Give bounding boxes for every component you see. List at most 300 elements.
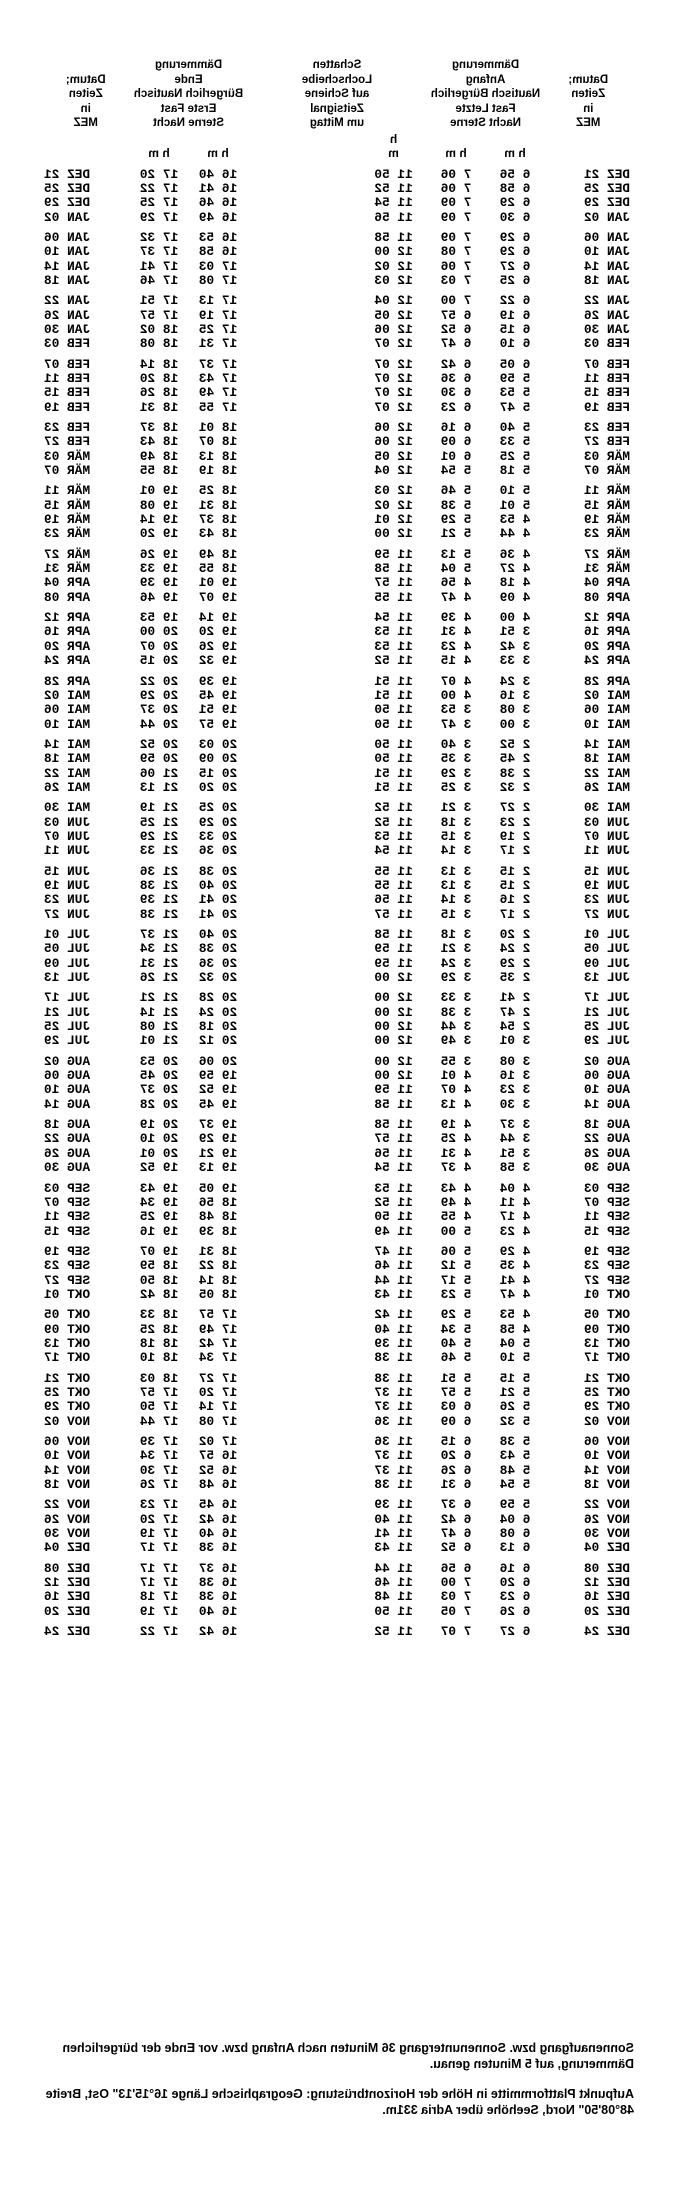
nautical-dawn-cell: 2 16: [499, 892, 531, 908]
table-row: [42, 816, 632, 830]
nautical-dusk-cell: 17 19: [139, 1526, 179, 1542]
civil-dusk-cell: 19 32: [198, 653, 238, 669]
civil-dawn-cell: 7 05: [440, 1603, 472, 1619]
table-row: [42, 1020, 632, 1034]
table-row: [42, 1619, 632, 1639]
date-right-cell: DEZ 12: [44, 1575, 91, 1591]
civil-dawn-cell: 7 09: [440, 209, 472, 225]
civil-dusk-cell: 17 49: [198, 1321, 238, 1337]
nautical-dusk-cell: 18 42: [139, 1286, 179, 1302]
civil-dawn-cell: 5 46: [440, 483, 472, 499]
civil-dusk-cell: 17 42: [198, 1335, 238, 1351]
shadow-noon-cell: 11 52: [374, 180, 413, 196]
nautical-dawn-cell: 3 16: [499, 1068, 531, 1084]
footnotes: [38, 2040, 634, 2132]
date-right-cell: JAN 14: [44, 258, 91, 274]
date-left-cell: APR 28: [583, 673, 630, 689]
date-left-cell: JAN 06: [583, 229, 630, 245]
date-right-cell: OKT 01: [44, 1286, 91, 1302]
date-group: [42, 1049, 632, 1112]
table-row: [42, 752, 632, 766]
nautical-dusk-cell: 18 33: [139, 1307, 179, 1323]
civil-dusk-cell: 16 37: [198, 1560, 238, 1576]
nautical-dawn-cell: 4 35: [499, 1258, 531, 1274]
table-row: [42, 669, 632, 689]
table-row: [42, 1337, 632, 1351]
date-right-cell: DEZ 24: [44, 1624, 91, 1640]
date-right-cell: JUN 03: [44, 814, 91, 830]
shadow-noon-cell: 12 00: [374, 1004, 413, 1020]
date-right-cell: MAI 18: [44, 751, 91, 767]
date-right-cell: JAN 26: [44, 307, 91, 323]
nautical-dusk-cell: 20 45: [139, 1068, 179, 1084]
civil-dusk-cell: 20 40: [198, 927, 238, 942]
nautical-dusk-cell: 18 14: [139, 356, 179, 372]
shadow-noon-cell: 12 03: [374, 272, 413, 288]
civil-dawn-cell: 4 13: [440, 1096, 472, 1112]
table-row: [42, 1513, 632, 1527]
civil-dusk-cell: 19 26: [198, 638, 238, 654]
date-right-cell: MAI 26: [44, 779, 91, 795]
table-row: [42, 1429, 632, 1449]
shadow-noon-cell: 11 37: [374, 1448, 413, 1464]
civil-dawn-cell: 7 00: [440, 1575, 472, 1591]
date-left-cell: AUG 06: [583, 1068, 630, 1084]
civil-dusk-cell: 20 24: [198, 1004, 238, 1020]
shadow-noon-cell: 11 51: [374, 687, 413, 703]
table-row: [42, 1006, 632, 1020]
civil-dusk-cell: 17 49: [198, 385, 238, 401]
civil-dusk-cell: 17 08: [198, 272, 238, 288]
date-left-cell: MÄR 23: [583, 526, 630, 542]
civil-dusk-cell: 20 29: [198, 814, 238, 830]
civil-dawn-cell: 3 15: [440, 828, 472, 844]
table-row: [42, 879, 632, 893]
header-date-left: Datum; Zeiten in MEZ: [568, 73, 609, 129]
date-right-cell: DEZ 21: [44, 166, 91, 182]
civil-dawn-cell: 5 51: [440, 1370, 472, 1386]
date-left-cell: MÄR 31: [583, 561, 630, 577]
date-right-cell: APR 20: [44, 638, 91, 654]
nautical-dusk-cell: 21 39: [139, 892, 179, 908]
civil-dusk-cell: 17 08: [198, 1413, 238, 1429]
date-right-cell: JUL 21: [44, 1004, 91, 1020]
civil-dawn-cell: 3 47: [440, 716, 472, 732]
nautical-dawn-cell: 2 27: [499, 800, 531, 816]
shadow-noon-cell: 11 36: [374, 1434, 413, 1449]
date-left-cell: OKT 17: [583, 1350, 630, 1366]
shadow-noon-cell: 12 07: [374, 336, 413, 352]
nautical-dawn-cell: 4 04: [499, 1180, 531, 1196]
date-group: [42, 415, 632, 478]
civil-dawn-cell: 4 25: [440, 1131, 472, 1147]
nautical-dusk-cell: 17 25: [139, 195, 179, 211]
nautical-dawn-cell: 6 25: [499, 272, 531, 288]
civil-dawn-cell: 7 07: [440, 1624, 472, 1640]
civil-dusk-cell: 17 14: [198, 1399, 238, 1415]
nautical-dawn-cell: 4 17: [499, 1209, 531, 1225]
nautical-dawn-cell: 5 32: [499, 1413, 531, 1429]
civil-dawn-cell: 3 13: [440, 863, 472, 879]
civil-dawn-cell: 6 23: [440, 399, 472, 415]
civil-dusk-cell: 19 29: [198, 1131, 238, 1147]
nautical-dusk-cell: 20 15: [139, 653, 179, 669]
nautical-dusk-cell: 17 32: [139, 229, 179, 245]
nautical-dusk-cell: 19 53: [139, 610, 179, 626]
table-row: [42, 386, 632, 400]
date-left-cell: JUL 05: [583, 941, 630, 957]
table-row: [42, 625, 632, 639]
civil-dusk-cell: 20 03: [198, 736, 238, 752]
date-left-cell: MÄR 03: [583, 448, 630, 464]
nautical-dawn-cell: 6 58: [499, 180, 531, 196]
nautical-dusk-cell: 19 34: [139, 1194, 179, 1210]
date-left-cell: JAN 22: [583, 293, 630, 309]
date-group: [42, 1429, 632, 1492]
nautical-dusk-cell: 18 26: [139, 385, 179, 401]
civil-dawn-cell: 4 37: [440, 1160, 472, 1176]
civil-dusk-cell: 16 38: [198, 1575, 238, 1591]
date-group: [42, 1556, 632, 1619]
nautical-dawn-cell: 3 08: [499, 702, 531, 718]
civil-dawn-cell: 6 09: [440, 434, 472, 450]
date-left-cell: MAI 22: [583, 765, 630, 781]
nautical-dawn-cell: 2 24: [499, 941, 531, 957]
table-row: [42, 859, 632, 879]
nautical-dawn-cell: 5 33: [499, 434, 531, 450]
table-row: [42, 1161, 632, 1175]
date-left-cell: OKT 21: [583, 1370, 630, 1386]
date-left-cell: MAI 10: [583, 716, 630, 732]
nautical-dusk-cell: 21 34: [139, 941, 179, 957]
date-right-cell: FEB 23: [44, 420, 91, 435]
shadow-noon-cell: 12 05: [374, 448, 413, 464]
table-row: [42, 1541, 632, 1555]
civil-dusk-cell: 17 19: [198, 307, 238, 323]
nautical-dusk-cell: 17 39: [139, 1434, 179, 1449]
unit-cell: h m: [207, 145, 229, 160]
civil-dawn-cell: 4 31: [440, 624, 472, 640]
table-row: [42, 767, 632, 781]
table-row: [42, 1556, 632, 1576]
date-group: [42, 1112, 632, 1175]
nautical-dusk-cell: 18 20: [139, 370, 179, 386]
table-row: [42, 922, 632, 942]
shadow-noon-cell: 11 50: [374, 751, 413, 767]
header-date-right: Datum; Zeiten in MEZ: [65, 73, 106, 129]
date-right-cell: JUL 29: [44, 1033, 91, 1049]
civil-dusk-cell: 19 21: [198, 1145, 238, 1161]
civil-dusk-cell: 16 40: [198, 1526, 238, 1542]
date-left-cell: NOV 14: [583, 1462, 630, 1478]
civil-dawn-cell: 5 46: [440, 1350, 472, 1366]
table-row: [42, 1449, 632, 1463]
civil-dusk-cell: 16 42: [198, 1624, 238, 1640]
date-right-cell: JAN 22: [44, 293, 91, 309]
nautical-dusk-cell: 19 26: [139, 546, 179, 562]
shadow-noon-cell: 12 05: [374, 307, 413, 323]
nautical-dusk-cell: 20 52: [139, 736, 179, 752]
shadow-noon-cell: 11 59: [374, 1082, 413, 1098]
shadow-noon-cell: 11 52: [374, 653, 413, 669]
nautical-dawn-cell: 2 20: [499, 927, 531, 942]
nautical-dusk-cell: 20 44: [139, 716, 179, 732]
nautical-dusk-cell: 17 17: [139, 1560, 179, 1576]
nautical-dawn-cell: 2 17: [499, 843, 531, 859]
nautical-dusk-cell: 20 19: [139, 1117, 179, 1133]
shadow-noon-cell: 12 06: [374, 420, 413, 435]
table-row: [42, 542, 632, 562]
date-left-cell: JAN 18: [583, 272, 630, 288]
date-left-cell: MAI 06: [583, 702, 630, 718]
nautical-dusk-cell: 20 59: [139, 751, 179, 767]
date-left-cell: SEP 03: [583, 1180, 630, 1196]
date-group: [42, 1619, 632, 1639]
shadow-noon-cell: 11 40: [374, 1321, 413, 1337]
header-shadow-signal: Schatten Lochscheibe auf Schiene Zeitsignal um Mittag: [301, 59, 373, 129]
civil-dawn-cell: 6 52: [440, 321, 472, 337]
civil-dusk-cell: 20 41: [198, 906, 238, 922]
civil-dawn-cell: 3 14: [440, 843, 472, 859]
civil-dawn-cell: 5 29: [440, 1307, 472, 1323]
date-right-cell: MÄR 23: [44, 526, 91, 542]
date-right-cell: APR 16: [44, 624, 91, 640]
date-right-cell: JUL 13: [44, 970, 91, 986]
civil-dawn-cell: 7 06: [440, 166, 472, 182]
civil-dusk-cell: 19 45: [198, 687, 238, 703]
civil-dawn-cell: 3 49: [440, 1033, 472, 1049]
shadow-noon-cell: 12 04: [374, 293, 413, 309]
nautical-dawn-cell: 5 59: [499, 1497, 531, 1513]
date-left-cell: JAN 02: [583, 209, 630, 225]
unit-cell: h m: [445, 145, 467, 160]
nautical-dusk-cell: 17 22: [139, 180, 179, 196]
date-left-cell: FEB 15: [583, 385, 630, 401]
civil-dawn-cell: 5 29: [440, 512, 472, 528]
shadow-noon-cell: 11 42: [374, 1307, 413, 1323]
table-row: [42, 1034, 632, 1048]
civil-dawn-cell: 5 13: [440, 546, 472, 562]
date-right-cell: AUG 26: [44, 1145, 91, 1161]
date-left-cell: APR 04: [583, 575, 630, 591]
civil-dawn-cell: 4 23: [440, 638, 472, 654]
date-left-cell: DEZ 21: [583, 166, 630, 182]
civil-dawn-cell: 3 18: [440, 814, 472, 830]
shadow-noon-cell: 11 58: [374, 1096, 413, 1112]
date-left-cell: NOV 18: [583, 1477, 630, 1493]
nautical-dawn-cell: 2 23: [499, 814, 531, 830]
civil-dawn-cell: 4 07: [440, 1082, 472, 1098]
date-right-cell: JUN 15: [44, 863, 91, 879]
shadow-noon-cell: 11 54: [374, 843, 413, 859]
shadow-noon-cell: 11 57: [374, 906, 413, 922]
table-row: [42, 513, 632, 527]
table-row: [42, 401, 632, 415]
civil-dusk-cell: 18 31: [198, 1243, 238, 1259]
civil-dusk-cell: 16 45: [198, 1497, 238, 1513]
civil-dusk-cell: 16 38: [198, 1589, 238, 1605]
table-row: [42, 640, 632, 654]
date-right-cell: AUG 30: [44, 1160, 91, 1176]
date-left-cell: DEZ 16: [583, 1589, 630, 1605]
table-row: [42, 196, 632, 210]
nautical-dawn-cell: 6 19: [499, 307, 531, 323]
date-left-cell: DEZ 04: [583, 1540, 630, 1556]
nautical-dawn-cell: 5 04: [499, 1335, 531, 1351]
nautical-dawn-cell: 6 16: [499, 1560, 531, 1576]
civil-dusk-cell: 19 14: [198, 610, 238, 626]
nautical-dawn-cell: 3 58: [499, 1160, 531, 1176]
nautical-dusk-cell: 17 17: [139, 1540, 179, 1556]
twilight-table: [42, 58, 632, 1639]
civil-dawn-cell: 5 21: [440, 526, 472, 542]
date-left-cell: NOV 10: [583, 1448, 630, 1464]
date-right-cell: NOV 10: [44, 1448, 91, 1464]
civil-dusk-cell: 19 37: [198, 1117, 238, 1133]
date-left-cell: APR 16: [583, 624, 630, 640]
date-group: [42, 162, 632, 225]
date-group: [42, 542, 632, 605]
shadow-noon-cell: 12 07: [374, 399, 413, 415]
shadow-noon-cell: 11 58: [374, 1117, 413, 1133]
date-left-cell: FEB 11: [583, 370, 630, 386]
date-left-cell: JUL 17: [583, 990, 630, 1006]
nautical-dusk-cell: 18 10: [139, 1350, 179, 1366]
nautical-dawn-cell: 6 29: [499, 195, 531, 211]
date-left-cell: MÄR 19: [583, 512, 630, 528]
civil-dusk-cell: 18 43: [198, 526, 238, 542]
shadow-noon-cell: 12 02: [374, 258, 413, 274]
civil-dawn-cell: 6 52: [440, 1540, 472, 1556]
nautical-dusk-cell: 18 59: [139, 1258, 179, 1274]
shadow-noon-cell: 12 07: [374, 370, 413, 386]
table-row: [42, 225, 632, 245]
table-row: [42, 654, 632, 668]
date-right-cell: MAI 10: [44, 716, 91, 732]
civil-dusk-cell: 20 40: [198, 877, 238, 893]
nautical-dusk-cell: 21 38: [139, 877, 179, 893]
nautical-dusk-cell: 21 29: [139, 828, 179, 844]
nautical-dawn-cell: 3 30: [499, 1096, 531, 1112]
date-right-cell: JUL 17: [44, 990, 91, 1006]
shadow-noon-cell: 11 47: [374, 1243, 413, 1259]
nautical-dawn-cell: 5 47: [499, 399, 531, 415]
civil-dawn-cell: 4 55: [440, 1209, 472, 1225]
date-right-cell: JUN 23: [44, 892, 91, 908]
date-right-cell: DEZ 29: [44, 195, 91, 211]
shadow-noon-cell: 11 52: [374, 814, 413, 830]
shadow-noon-cell: 11 57: [374, 575, 413, 591]
civil-dusk-cell: 16 41: [198, 180, 238, 196]
table-row: [42, 478, 632, 498]
nautical-dawn-cell: 3 01: [499, 1033, 531, 1049]
shadow-noon-cell: 11 39: [374, 1335, 413, 1351]
shadow-noon-cell: 12 03: [374, 483, 413, 499]
civil-dusk-cell: 16 38: [198, 1540, 238, 1556]
date-right-cell: AUG 02: [44, 1053, 91, 1069]
nautical-dawn-cell: 3 42: [499, 638, 531, 654]
nautical-dawn-cell: 4 11: [499, 1194, 531, 1210]
civil-dawn-cell: 4 56: [440, 575, 472, 591]
civil-dawn-cell: 6 01: [440, 448, 472, 464]
table-row: [42, 732, 632, 752]
civil-dusk-cell: 17 55: [198, 399, 238, 415]
shadow-noon-cell: 12 06: [374, 321, 413, 337]
nautical-dusk-cell: 17 17: [139, 1575, 179, 1591]
nautical-dusk-cell: 20 37: [139, 702, 179, 718]
nautical-dusk-cell: 21 38: [139, 906, 179, 922]
date-left-cell: JAN 30: [583, 321, 630, 337]
nautical-dawn-cell: 5 54: [499, 1477, 531, 1493]
shadow-noon-cell: 11 49: [374, 1223, 413, 1239]
table-row: [42, 985, 632, 1005]
table-row: [42, 1492, 632, 1512]
shadow-noon-cell: 11 58: [374, 229, 413, 245]
footnote-sunrise: Sonnenaufgang bzw. Sonnenuntergang 36 Minuten nach Anfang bzw. vor Ende der bürgerlichen Dämmerung, auf 5 Minuten genau.: [62, 2041, 634, 2071]
date-right-cell: OKT 21: [44, 1370, 91, 1386]
nautical-dusk-cell: 19 14: [139, 512, 179, 528]
nautical-dawn-cell: 3 37: [499, 1117, 531, 1133]
civil-dusk-cell: 17 20: [198, 1384, 238, 1400]
shadow-noon-cell: 11 51: [374, 765, 413, 781]
civil-dusk-cell: 16 53: [198, 229, 238, 245]
table-row: [42, 499, 632, 513]
civil-dawn-cell: 3 14: [440, 892, 472, 908]
civil-dawn-cell: 6 42: [440, 356, 472, 372]
table-row: [42, 415, 632, 435]
civil-dawn-cell: 3 25: [440, 779, 472, 795]
table-row: [42, 435, 632, 449]
date-right-cell: FEB 03: [44, 336, 91, 352]
date-left-cell: FEB 19: [583, 399, 630, 415]
date-right-cell: DEZ 16: [44, 1589, 91, 1605]
date-left-cell: FEB 23: [583, 420, 630, 435]
civil-dawn-cell: 6 57: [440, 307, 472, 323]
nautical-dawn-cell: 6 04: [499, 1511, 531, 1527]
date-left-cell: JAN 14: [583, 258, 630, 274]
nautical-dusk-cell: 19 52: [139, 1160, 179, 1176]
nautical-dawn-cell: 4 09: [499, 589, 531, 605]
date-right-cell: NOV 18: [44, 1477, 91, 1493]
nautical-dawn-cell: 6 22: [499, 293, 531, 309]
date-left-cell: JUN 07: [583, 828, 630, 844]
table-row: [42, 1069, 632, 1083]
date-right-cell: OKT 13: [44, 1335, 91, 1351]
civil-dawn-cell: 6 56: [440, 1560, 472, 1576]
date-right-cell: APR 08: [44, 589, 91, 605]
date-right-cell: JUL 09: [44, 955, 91, 971]
shadow-noon-cell: 11 52: [374, 1194, 413, 1210]
civil-dawn-cell: 4 31: [440, 1145, 472, 1161]
nautical-dusk-cell: 19 33: [139, 561, 179, 577]
nautical-dusk-cell: 18 55: [139, 463, 179, 479]
civil-dawn-cell: 7 06: [440, 258, 472, 274]
civil-dawn-cell: 4 01: [440, 1068, 472, 1084]
date-left-cell: AUG 10: [583, 1082, 630, 1098]
table-row: [42, 1386, 632, 1400]
date-left-cell: NOV 22: [583, 1497, 630, 1513]
shadow-noon-cell: 11 57: [374, 1131, 413, 1147]
nautical-dusk-cell: 21 31: [139, 955, 179, 971]
shadow-noon-cell: 11 53: [374, 638, 413, 654]
civil-dusk-cell: 18 48: [198, 1209, 238, 1225]
nautical-dusk-cell: 21 01: [139, 1033, 179, 1049]
civil-dawn-cell: 6 03: [440, 1399, 472, 1415]
date-group: [42, 352, 632, 415]
nautical-dawn-cell: 2 29: [499, 955, 531, 971]
date-right-cell: JUN 07: [44, 828, 91, 844]
nautical-dawn-cell: 2 47: [499, 1004, 531, 1020]
